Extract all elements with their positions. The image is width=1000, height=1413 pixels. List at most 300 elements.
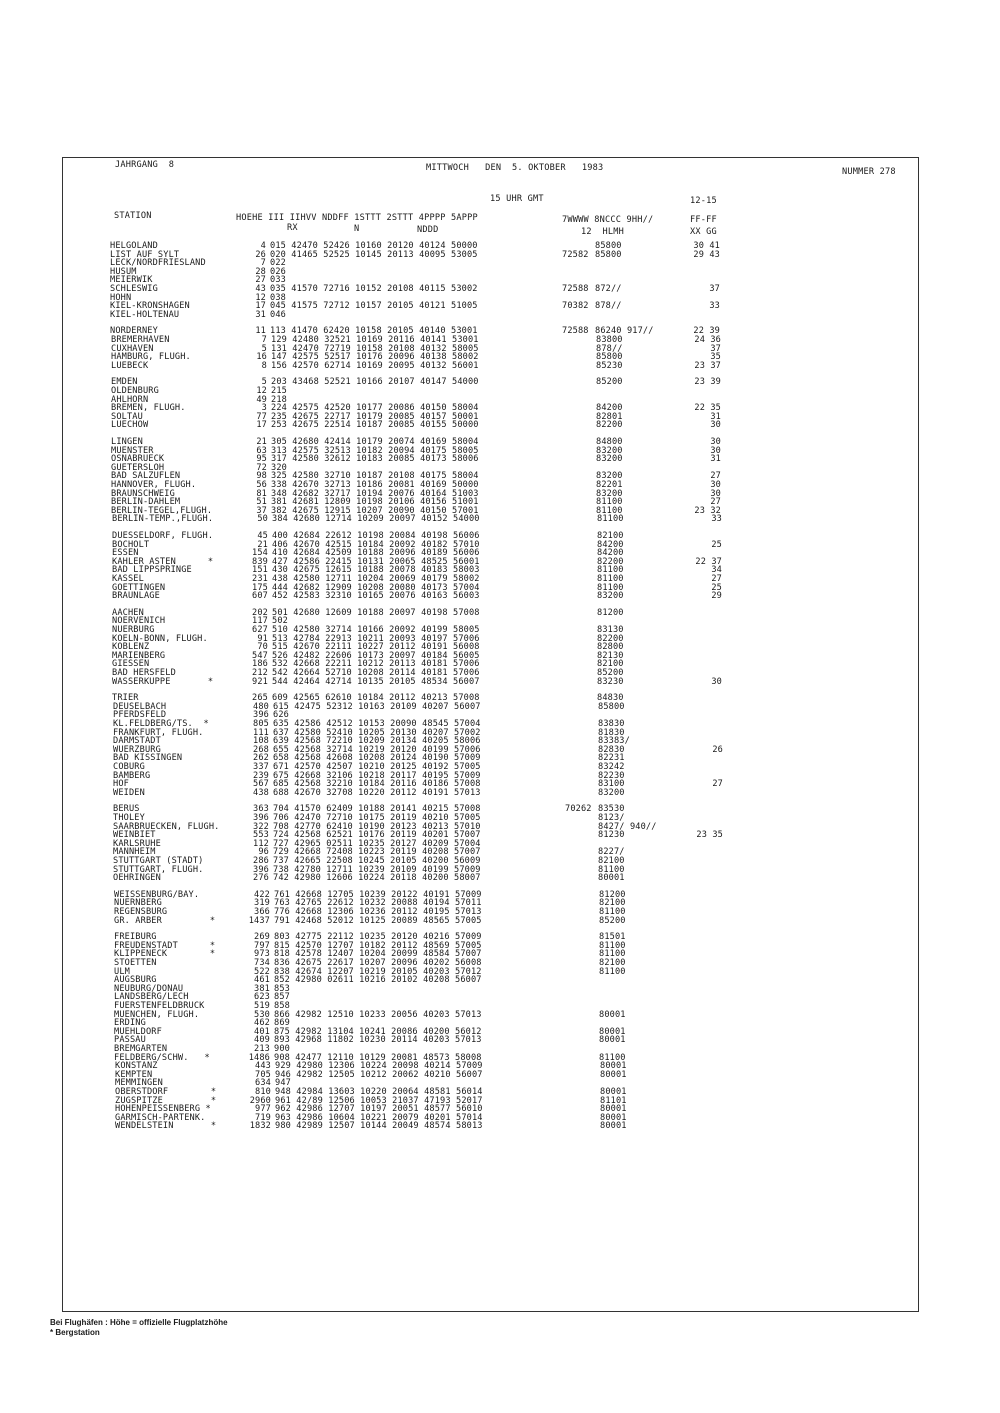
gust-group: 23 35 <box>696 830 723 840</box>
station-elevation: 4 <box>260 241 266 251</box>
station-name: AACHEN <box>112 608 144 618</box>
station-elevation: 91 <box>257 634 268 644</box>
station-name: LUEBECK <box>111 361 149 371</box>
cloud-group: 85200 <box>596 377 623 387</box>
cloud-group: 84830 <box>597 693 624 703</box>
station-name: BERUS <box>113 804 140 814</box>
station-codes: 305 42680 42414 10179 20074 40169 58004 <box>271 437 479 447</box>
cloud-group: 84200 <box>597 548 624 558</box>
gust-group: 23 32 <box>694 506 721 516</box>
station-row <box>0 514 1000 524</box>
gust-group: 30 <box>710 446 721 456</box>
rx-subheader: RX <box>287 223 298 233</box>
station-codes: 131 42470 72719 10158 20108 40132 58005 <box>271 344 479 354</box>
cloud-group: 81501 <box>599 932 626 942</box>
station-name: BREMERHAVEN <box>111 335 170 345</box>
station-codes: 893 42968 11802 10230 20114 40203 57013 <box>274 1035 482 1045</box>
station-name: KLIPPENECK * <box>114 949 216 959</box>
station-codes: 427 42586 22415 10131 20065 48525 56001 <box>272 557 480 567</box>
gust-group: 23 37 <box>694 361 721 371</box>
station-elevation: 111 <box>253 728 269 738</box>
cloud-group: 80001 <box>600 1121 627 1131</box>
cloud-group: 85800 <box>596 352 623 362</box>
cloud-group: 8227/ <box>598 847 625 857</box>
station-name: OBERSTDORF * <box>115 1087 217 1097</box>
station-name: BRAUNLAGE <box>112 591 160 601</box>
station-name: HOHENPEISSENBERG * <box>115 1104 211 1114</box>
station-name: NUERNBERG <box>114 898 162 908</box>
station-elevation: 213 <box>254 1044 270 1054</box>
cloud-group: 81830 <box>598 728 625 738</box>
station-elevation: 7 <box>261 335 267 345</box>
gust-group: 33 <box>711 514 722 524</box>
station-codes: 727 42965 02511 10235 20127 40209 57004 <box>273 839 481 849</box>
station-codes: 738 42780 12711 10239 20109 40199 57009 <box>273 865 481 875</box>
station-elevation: 276 <box>253 873 269 883</box>
station-elevation: 81 <box>256 489 267 499</box>
station-codes: 866 42982 12510 10233 20056 40203 57013 <box>274 1010 482 1020</box>
cloud-group: 83200 <box>598 788 625 798</box>
station-elevation: 202 <box>252 608 268 618</box>
station-elevation: 286 <box>253 856 269 866</box>
cloud-group: 83200 <box>596 446 623 456</box>
station-elevation: 422 <box>254 890 270 900</box>
cloud-group: 81100 <box>596 497 623 507</box>
station-name: KL.FELDBERG/TS. * <box>113 719 209 729</box>
station-elevation: 8 <box>261 361 267 371</box>
station-name: MEIERWIK <box>110 275 153 285</box>
station-codes: 908 42477 12110 10129 20081 48573 58008 <box>274 1053 482 1063</box>
station-name: BERLIN-DAHLEM <box>111 497 181 507</box>
station-elevation: 56 <box>256 480 267 490</box>
station-name: FUERSTENFELDBRUCK <box>114 1001 205 1011</box>
station-codes: 033 <box>270 275 286 285</box>
station-codes: 406 42670 42515 10184 20092 40182 57010 <box>272 540 480 550</box>
weather-group: 72582 <box>562 250 589 260</box>
cloud-group: 8123/ <box>598 813 625 823</box>
station-elevation: 805 <box>253 719 269 729</box>
cloud-group: 83530 <box>598 804 625 814</box>
station-codes: 853 <box>274 984 290 994</box>
gust-group: 30 41 <box>693 241 720 251</box>
station-codes: 803 42775 22112 10235 20120 40216 57009 <box>274 932 482 942</box>
gust-group: 30 <box>710 420 721 430</box>
issue-number: NUMMER 278 <box>842 167 896 177</box>
time-range: 12-15 <box>690 196 717 206</box>
cloud-group: 83200 <box>597 591 624 601</box>
station-name: ERDING <box>114 1018 146 1028</box>
station-codes: 035 41570 72716 10152 20108 40115 53002 <box>270 284 478 294</box>
station-elevation: 108 <box>253 736 269 746</box>
station-codes: 609 42565 62610 10184 20112 40213 57008 <box>272 693 480 703</box>
gust-group: 23 39 <box>694 377 721 387</box>
station-name: MUENSTER <box>111 446 154 456</box>
station-codes: 015 42470 52426 10160 20120 40124 50000 <box>270 241 478 251</box>
station-codes: 510 42580 32714 10166 20092 40199 58005 <box>272 625 480 635</box>
station-name: OEHRINGEN <box>113 873 161 883</box>
station-name: GARMISCH-PARTENK. <box>115 1113 206 1123</box>
station-elevation: 973 <box>254 949 270 959</box>
gust-group: 30 <box>710 480 721 490</box>
station-elevation: 21 <box>256 437 267 447</box>
cloud-group: 82201 <box>596 480 623 490</box>
station-name: HELGOLAND <box>110 241 158 251</box>
gust-group: 29 <box>711 591 722 601</box>
cloud-group: 80001 <box>599 1027 626 1037</box>
station-codes: 338 42670 32713 10186 20081 40169 50000 <box>271 480 479 490</box>
station-name: BAD KISSINGEN <box>113 753 183 763</box>
station-name: THOLEY <box>113 813 145 823</box>
station-elevation: 381 <box>254 984 270 994</box>
station-codes: 708 42770 62410 10190 20123 40213 57010 <box>273 822 481 832</box>
station-codes: 962 42986 12707 10197 20051 48577 56010 <box>275 1104 483 1114</box>
station-codes: 317 42580 32612 10183 20085 40173 58006 <box>271 454 479 464</box>
cloud-group: 878// <box>596 344 623 354</box>
station-elevation: 2960 <box>249 1096 271 1106</box>
station-elevation: 734 <box>254 958 270 968</box>
weather-group: 72588 <box>562 284 589 294</box>
station-name: ULM <box>114 967 130 977</box>
cloud-group: 83200 <box>596 471 623 481</box>
station-codes: 761 42668 12705 10239 20122 40191 57009 <box>274 890 482 900</box>
station-elevation: 634 <box>255 1078 271 1088</box>
station-name: BOCHOLT <box>112 540 150 550</box>
cloud-group: 878// <box>595 301 622 311</box>
station-codes: 858 <box>274 1001 290 1011</box>
station-elevation: 409 <box>254 1035 270 1045</box>
station-codes: 113 41470 62420 10158 20105 40140 53001 <box>270 326 478 336</box>
station-name: SOLTAU <box>111 412 143 422</box>
station-row <box>0 916 1000 926</box>
station-name: KAHLER ASTEN * <box>112 557 214 567</box>
station-codes: 963 42986 10604 10221 20079 40201 57014 <box>275 1113 483 1123</box>
station-name: OLDENBURG <box>111 386 159 396</box>
station-codes: 430 42675 12615 10188 20078 40183 58003 <box>272 565 480 575</box>
station-name: MANNHEIM <box>113 847 156 857</box>
station-elevation: 1437 <box>248 916 270 926</box>
gust-columns-header: FF-FF <box>690 215 717 225</box>
station-elevation: 12 <box>256 386 267 396</box>
cloud-group: 83383/ <box>598 736 630 746</box>
station-name: KIEL-HOLTENAU <box>110 310 180 320</box>
station-elevation: 26 <box>255 250 266 260</box>
station-name: GUETERSLOH <box>111 463 165 473</box>
cloud-group: 82100 <box>599 958 626 968</box>
station-codes: 626 <box>273 710 289 720</box>
station-elevation: 810 <box>255 1087 271 1097</box>
station-elevation: 95 <box>256 454 267 464</box>
station-elevation: 337 <box>253 762 269 772</box>
station-elevation: 1832 <box>249 1121 271 1131</box>
station-codes: 532 42668 22211 10212 20113 40181 57006 <box>272 659 480 669</box>
station-elevation: 921 <box>252 677 268 687</box>
gust-group: 25 <box>711 583 722 593</box>
station-elevation: 977 <box>255 1104 271 1114</box>
cloud-group: 84200 <box>596 403 623 413</box>
cloud-group: 82231 <box>598 753 625 763</box>
station-name: FRANKFURT, FLUGH. <box>113 728 204 738</box>
weather-group: 72588 <box>562 326 589 336</box>
cloud-group: 82130 <box>597 651 624 661</box>
gust-group: 37 <box>710 344 721 354</box>
station-row <box>0 310 1000 320</box>
gust-group: 27 <box>710 497 721 507</box>
station-elevation: 401 <box>254 1027 270 1037</box>
station-codes: 203 43468 52521 10166 20107 40147 54000 <box>271 377 479 387</box>
station-elevation: 705 <box>255 1070 271 1080</box>
station-codes: 763 42765 22612 10232 20088 40194 57011 <box>274 898 482 908</box>
station-name: BRAUNSCHWEIG <box>111 489 175 499</box>
station-name: WEISSENBURG/BAY. <box>114 890 200 900</box>
station-elevation: 175 <box>252 583 268 593</box>
cloud-group: 80001 <box>599 1010 626 1020</box>
station-name: GOETTINGEN <box>112 583 166 593</box>
gust-group: 35 <box>710 352 721 362</box>
station-codes: 818 42578 12407 10204 20099 48584 57007 <box>274 949 482 959</box>
station-elevation: 231 <box>252 574 268 584</box>
station-codes: 900 <box>274 1044 290 1054</box>
station-codes: 400 42684 22612 10198 20084 40198 56006 <box>272 531 480 541</box>
station-name: WASSERKUPPE * <box>112 677 214 687</box>
date-label: MITTWOCH DEN 5. OKTOBER 1983 <box>426 163 604 173</box>
station-codes: 737 42665 22508 10245 20105 40200 56009 <box>273 856 481 866</box>
cloud-group: 83230 <box>597 677 624 687</box>
station-name: BAMBERG <box>113 771 151 781</box>
gust-group: 27 <box>710 471 721 481</box>
station-elevation: 396 <box>253 865 269 875</box>
station-elevation: 154 <box>252 548 268 558</box>
station-codes: 836 42675 22617 10207 20096 40202 56008 <box>274 958 482 968</box>
station-row <box>0 1121 1000 1131</box>
station-name: KOBLENZ <box>112 642 150 652</box>
station-elevation: 50 <box>257 514 268 524</box>
station-elevation: 269 <box>254 932 270 942</box>
station-codes: 685 42568 32210 10184 20116 40186 57008 <box>273 779 481 789</box>
station-codes: 637 42580 52410 10205 20130 40207 57002 <box>273 728 481 738</box>
cloud-group: 82830 <box>598 745 625 755</box>
cloud-group: 85200 <box>597 668 624 678</box>
gust-group: 29 43 <box>693 250 720 260</box>
cloud-group: 82100 <box>597 531 624 541</box>
gust-group: 27 <box>711 574 722 584</box>
footnote-mountain-station: * Bergstation <box>50 1328 100 1337</box>
station-column-header: STATION <box>114 211 152 221</box>
station-codes: 929 42980 12306 10224 20098 40214 57009 <box>275 1061 483 1071</box>
station-elevation: 17 <box>256 420 267 430</box>
station-name: LIST AUF SYLT <box>110 250 180 260</box>
station-name: KEMPTEN <box>115 1070 153 1080</box>
cloud-group: 83130 <box>597 625 624 635</box>
cloud-group: 80001 <box>600 1113 627 1123</box>
station-elevation: 11 <box>255 326 266 336</box>
weather-columns-header: 7WWWW 8NCCC 9HH// <box>562 215 654 225</box>
station-name: MUEHLDORF <box>114 1027 162 1037</box>
hlmh-subheader: 12 HLMH <box>581 227 624 237</box>
cloud-group: 82100 <box>598 856 625 866</box>
station-name: NUERBURG <box>112 625 155 635</box>
station-name: HANNOVER, FLUGH. <box>111 480 197 490</box>
station-codes: 513 42784 22913 10211 20093 40197 57006 <box>272 634 480 644</box>
station-codes: 218 <box>271 395 287 405</box>
station-elevation: 27 <box>255 275 266 285</box>
station-name: COBURG <box>113 762 145 772</box>
station-codes: 857 <box>274 992 290 1002</box>
station-name: PFERDSFELD <box>113 710 167 720</box>
station-codes: 215 <box>271 386 287 396</box>
station-codes: 038 <box>270 293 286 303</box>
station-elevation: 17 <box>255 301 266 311</box>
station-name: DEUSELBACH <box>113 702 167 712</box>
cloud-group: 83100 <box>598 779 625 789</box>
station-name: BERLIN-TEMP.,FLUGH. <box>112 514 214 524</box>
station-name: EMDEN <box>111 377 138 387</box>
cloud-group: 82801 <box>596 412 623 422</box>
station-codes: 452 42583 32310 10165 20076 40163 56003 <box>272 591 480 601</box>
gust-group: 30 <box>710 437 721 447</box>
station-codes: 742 42980 12606 10224 20118 40200 58007 <box>273 873 481 883</box>
cloud-group: 85800 <box>595 241 622 251</box>
station-name: STOETTEN <box>114 958 157 968</box>
station-codes: 704 41570 62409 10188 20141 40215 57008 <box>273 804 481 814</box>
station-codes: 410 42684 42509 10188 20096 40189 56006 <box>272 548 480 558</box>
station-codes: 791 42468 52012 10125 20089 48565 57005 <box>274 916 482 926</box>
cloud-group: 80001 <box>600 1104 627 1114</box>
cloud-group: 86240 917// <box>595 326 654 336</box>
station-codes: 325 42580 32710 10187 20108 40175 58004 <box>271 471 479 481</box>
station-elevation: 77 <box>256 412 267 422</box>
station-codes: 815 42570 12707 10182 20112 48569 57005 <box>274 941 482 951</box>
station-elevation: 70 <box>257 642 268 652</box>
station-elevation: 5 <box>261 344 267 354</box>
station-elevation: 7 <box>260 258 266 268</box>
station-elevation: 396 <box>253 813 269 823</box>
station-elevation: 117 <box>252 616 268 626</box>
cloud-group: 82230 <box>598 771 625 781</box>
station-name: FREIBURG <box>114 932 157 942</box>
station-elevation: 49 <box>256 395 267 405</box>
station-name: DUESSELDORF, FLUGH. <box>112 531 214 541</box>
station-name: HOF <box>113 779 129 789</box>
station-codes: 502 <box>272 616 288 626</box>
cloud-group: 81100 <box>599 1053 626 1063</box>
station-name: CUXHAVEN <box>111 344 154 354</box>
station-name: PASSAU <box>114 1035 146 1045</box>
station-elevation: 43 <box>255 284 266 294</box>
cloud-group: 81101 <box>600 1096 627 1106</box>
gust-group: 22 37 <box>695 557 722 567</box>
footnote-airports: Bei Flughäfen : Höhe = offizielle Flugplatzhöhe <box>50 1318 228 1327</box>
gust-group: 25 <box>711 540 722 550</box>
station-elevation: 112 <box>253 839 269 849</box>
cloud-group: 81100 <box>599 907 626 917</box>
station-elevation: 37 <box>256 506 267 516</box>
station-codes: 381 42681 12809 10198 20106 40156 51001 <box>271 497 479 507</box>
station-codes: 515 42670 22111 10227 20112 40191 56008 <box>272 642 480 652</box>
station-name: LANDSBERG/LECH <box>114 992 189 1002</box>
station-elevation: 12 <box>255 293 266 303</box>
station-name: KOELN-BONN, FLUGH. <box>112 634 208 644</box>
station-codes: 706 42470 72710 10175 20119 40210 57005 <box>273 813 481 823</box>
station-elevation: 239 <box>253 771 269 781</box>
station-name: BAD HERSFELD <box>112 668 176 678</box>
station-elevation: 319 <box>254 898 270 908</box>
station-name: LINGEN <box>111 437 143 447</box>
station-elevation: 5 <box>261 377 267 387</box>
station-codes: 045 41575 72712 10157 20105 40121 51005 <box>270 301 478 311</box>
station-codes: 947 <box>275 1078 291 1088</box>
cloud-group: 81230 <box>598 830 625 840</box>
station-name: MARIENBERG <box>112 651 166 661</box>
gust-group: 33 <box>709 301 720 311</box>
station-elevation: 186 <box>252 659 268 669</box>
cloud-group: 83242 <box>598 762 625 772</box>
cloud-group: 81100 <box>597 574 624 584</box>
station-codes: 020 41465 52525 10145 20113 40095 53005 <box>270 250 478 260</box>
cloud-group: 81100 <box>599 941 626 951</box>
gust-group: 22 35 <box>694 403 721 413</box>
cloud-group: 80001 <box>600 1087 627 1097</box>
cloud-group: 82800 <box>597 642 624 652</box>
station-codes: 946 42982 12505 10212 20062 40210 56007 <box>275 1070 483 1080</box>
station-name: KONSTANZ <box>115 1061 158 1071</box>
station-name: LUECHOW <box>111 420 149 430</box>
station-elevation: 530 <box>254 1010 270 1020</box>
station-elevation: 45 <box>257 531 268 541</box>
cloud-group: 83800 <box>596 335 623 345</box>
station-name: HOHN <box>110 293 132 303</box>
station-row <box>0 677 1000 687</box>
n-subheader: N <box>354 224 360 234</box>
cloud-group: 82100 <box>597 659 624 669</box>
station-codes: 961 42/89 12506 10053 21037 47193 52017 <box>275 1096 483 1106</box>
station-elevation: 438 <box>253 788 269 798</box>
station-elevation: 363 <box>253 804 269 814</box>
station-codes: 253 42675 22514 10187 20085 40155 50000 <box>271 420 479 430</box>
station-elevation: 63 <box>256 446 267 456</box>
station-row <box>0 420 1000 430</box>
cloud-group: 80001 <box>600 1070 627 1080</box>
station-elevation: 396 <box>253 710 269 720</box>
station-elevation: 98 <box>256 471 267 481</box>
station-elevation: 461 <box>254 975 270 985</box>
station-name: AHLHORN <box>111 395 149 405</box>
cloud-group: 81100 <box>597 583 624 593</box>
station-codes: 852 42980 02611 10216 20102 40208 56007 <box>274 975 482 985</box>
station-elevation: 96 <box>258 847 269 857</box>
cloud-group: 80001 <box>598 873 625 883</box>
station-elevation: 623 <box>254 992 270 1002</box>
station-elevation: 567 <box>253 779 269 789</box>
station-row <box>0 873 1000 883</box>
station-name: WEINBIET <box>113 830 156 840</box>
station-elevation: 21 <box>257 540 268 550</box>
station-elevation: 151 <box>252 565 268 575</box>
station-codes: 526 42482 22606 10173 20097 40184 56005 <box>272 651 480 661</box>
gust-group: 27 <box>712 779 723 789</box>
gust-group: 22 39 <box>693 326 720 336</box>
station-codes: 948 42984 13603 10220 20064 48581 56014 <box>275 1087 483 1097</box>
station-elevation: 519 <box>254 1001 270 1011</box>
gust-group: 24 36 <box>694 335 721 345</box>
station-name: WUERZBURG <box>113 745 161 755</box>
cloud-group: 85230 <box>596 361 623 371</box>
station-codes: 129 42480 32521 10169 20116 40141 53001 <box>271 335 479 345</box>
cloud-group: 872// <box>595 284 622 294</box>
cloud-group: 8427/ 940// <box>598 822 657 832</box>
station-name: WEIDEN <box>113 788 145 798</box>
station-elevation: 443 <box>255 1061 271 1071</box>
station-elevation: 462 <box>254 1018 270 1028</box>
